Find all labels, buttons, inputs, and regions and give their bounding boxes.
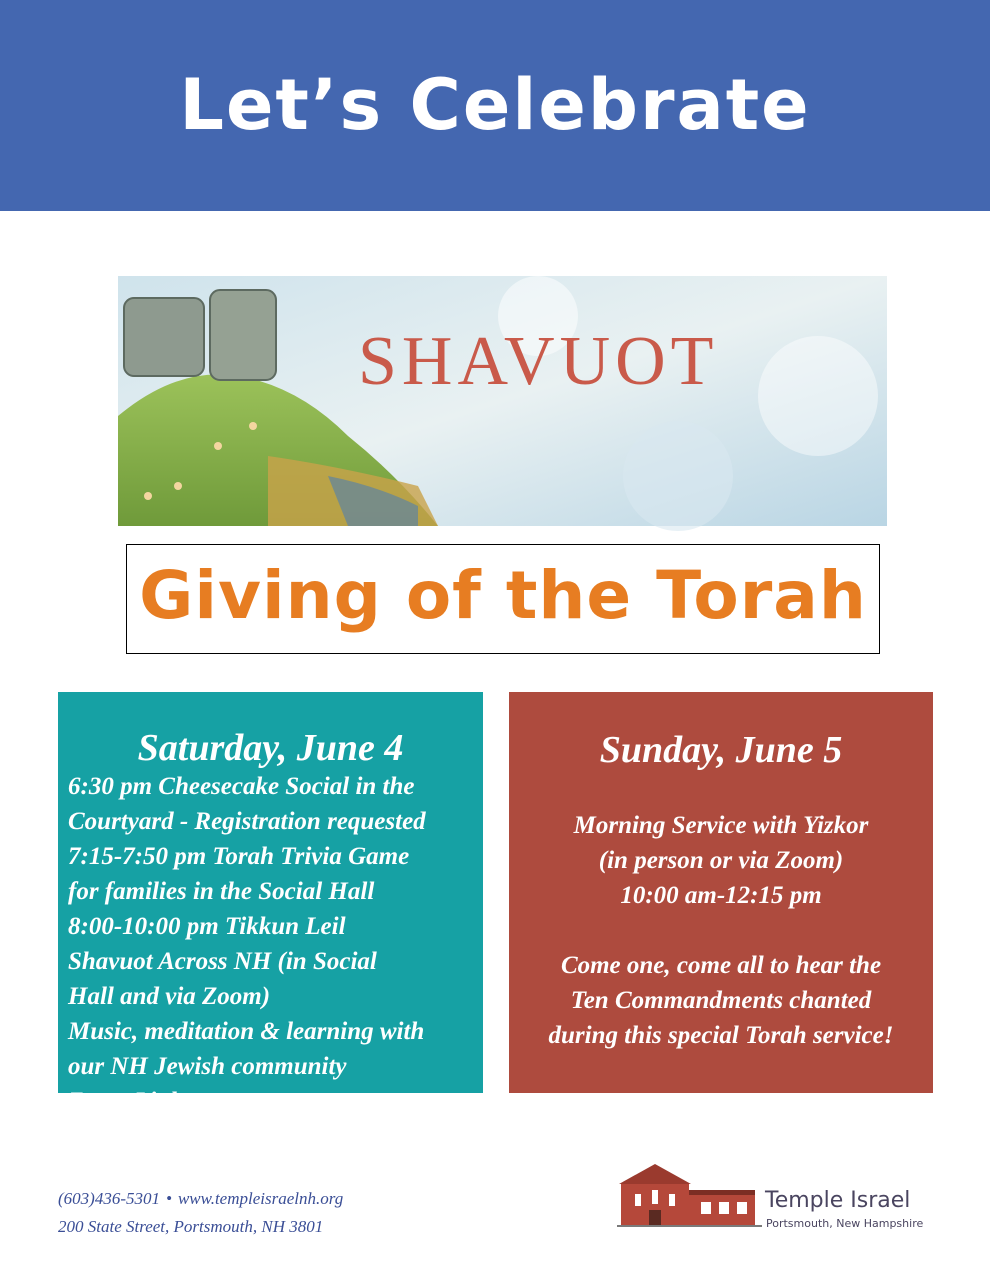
saturday-panel — [58, 692, 483, 1115]
sunday-line: Ten Commandments chanted — [570, 987, 872, 1014]
subtitle-box — [126, 544, 880, 654]
saturday-line: Courtyard - Registration requested — [68, 808, 426, 835]
sunday-line: Come one, come all to hear the — [560, 952, 882, 979]
saturday-heading: Saturday, June 4 — [137, 727, 404, 769]
footer-separator: • — [165, 1189, 172, 1208]
footer-phone: (603)436-5301 — [58, 1189, 160, 1208]
saturday-line: for families in the Social Hall — [68, 878, 375, 905]
sunday-panel — [509, 692, 933, 1093]
saturday-line: Hall and via Zoom) — [68, 983, 271, 1010]
logo-name: Temple Israel — [765, 1188, 911, 1213]
header-title: Let’s Celebrate — [179, 64, 811, 146]
sunday-heading: Sunday, June 5 — [599, 729, 843, 771]
sunday-line: during this special Torah service! — [548, 1022, 894, 1049]
saturday-line: Music, meditation & learning with — [68, 1018, 425, 1045]
saturday-line: 7:15-7:50 pm Torah Trivia Game — [68, 843, 410, 870]
footer-contact — [58, 1189, 343, 1209]
saturday-line: Shavuot Across NH (in Social — [68, 948, 377, 975]
footer-address: 200 State Street, Portsmouth, NH 3801 — [58, 1217, 324, 1236]
footer-website-link[interactable]: www.templeisraelnh.org — [177, 1189, 344, 1208]
sunday-line: (in person or via Zoom) — [598, 847, 844, 874]
logo-location: Portsmouth, New Hampshire — [766, 1217, 924, 1230]
shavuot-banner-image — [118, 276, 887, 526]
saturday-line: 6:30 pm Cheesecake Social in the — [68, 773, 415, 800]
sunday-line-spacer — [509, 913, 933, 948]
saturday-schedule — [68, 769, 488, 1119]
sunday-line: Morning Service with Yizkor — [573, 812, 869, 839]
sunday-line: 10:00 am-12:15 pm — [620, 882, 822, 909]
temple-israel-logo — [617, 1160, 937, 1230]
sunday-schedule — [509, 808, 933, 1053]
saturday-line: 8:00-10:00 pm Tikkun Leil — [68, 913, 346, 940]
header-bar — [0, 0, 990, 211]
subtitle: Giving of the Torah — [139, 557, 867, 634]
saturday-line: our NH Jewish community — [68, 1053, 347, 1080]
temple-building-icon — [617, 1160, 762, 1230]
banner-word: SHAVUOT — [358, 323, 719, 400]
zoom-link[interactable]: Zoom Link — [68, 1088, 183, 1115]
